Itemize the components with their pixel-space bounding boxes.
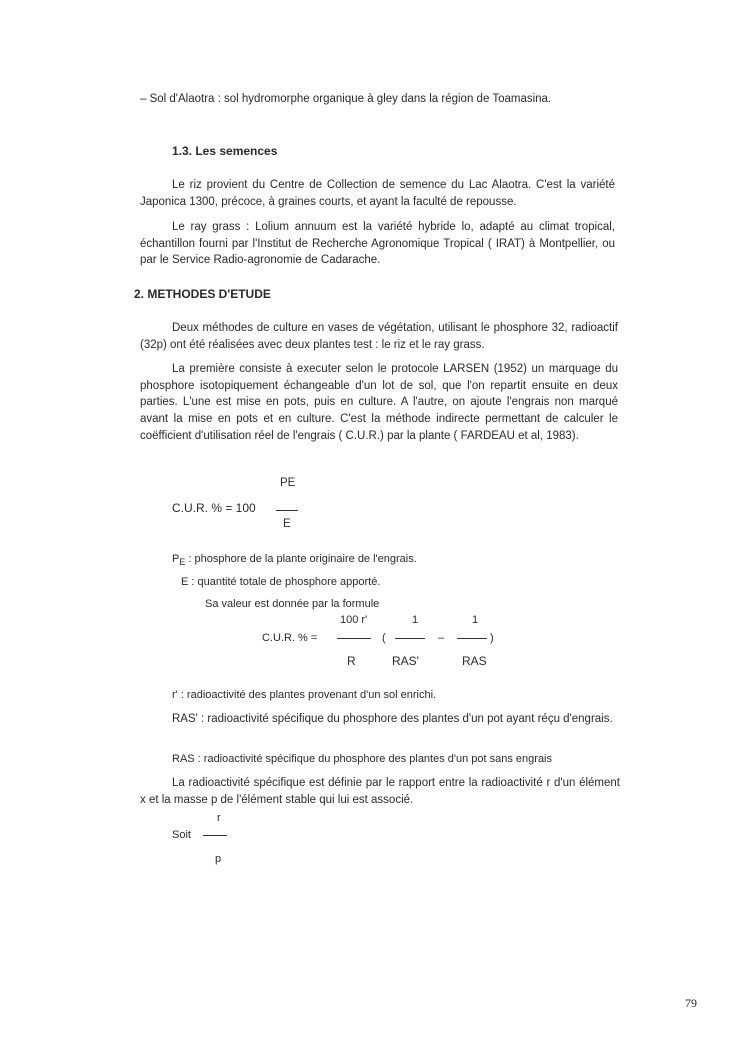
formula-2-main-bar [337,638,371,639]
formula-3-numerator: r [217,812,221,824]
formula-2-den-b: RAS [462,654,487,668]
methods-heading: 2. METHODES D'ETUDE [134,287,271,301]
pe-definition [172,552,417,569]
formula-3-lhs: Soit [172,829,191,841]
first-method-paragraph: La première consiste à executer selon le protocole LARSEN (1952) un marquage du phosphore isotopiquement échangeable d'un lot de sol, que l'on repartit ensuite en deux parties. L'une est mise en pots, puis en culture. A l'autre, on ajoute l'engrais non marqué avant la mise en pots et en culture. C'est la méthode indirecte permettant de calculer le coëfficient d'utilisation réel de l'engrais ( C.U.R.) par la plante ( FARDEAU et al, 1983). [140,363,618,442]
methods-intro-paragraph: Deux méthodes de culture en vases de végétation, utilisant le phosphore 32, radioactif (32p) ont été réalisées avec deux plantes test : le riz et le ray grass. [140,322,618,351]
formula-2-den-main: R [347,654,356,668]
ras-prime-definition: RAS' : radioactivité spécifique du phosphore des plantes d'un pot ayant réçu d'engrais. [172,713,613,725]
ray-grass-paragraph: Le ray grass : Lolium annuum est la variété hybride lo, adapté au climat tropical, échantillon fourni par l'Institut de Recherche Agronomique Tropical ( IRAT) à Montpellier, ou par le Service Radio-agronomie de Cadarache. [140,221,615,267]
formula-2-intro: Sa valeur est donnée par la formule [205,598,380,610]
formula-2-paren-close: ) [490,632,494,644]
formula-3-fraction-bar [203,835,227,836]
formula-1-fraction-bar [276,510,298,511]
rice-paragraph: Le riz provient du Centre de Collection de semence du Lac Alaotra. C'est la variété Japonica 1300, précoce, à graines courts, et ayant la faculté de repousse. [140,179,615,208]
formula-2-num-main: 100 r' [340,614,368,626]
pe-symbol: P [172,553,180,565]
formula-2-paren-open: ( [382,632,386,644]
formula-2-bar-a [395,638,425,639]
e-definition: E : quantité totale de phosphore apporté. [181,576,381,588]
pe-definition-text: : phosphore de la plante originaire de l'engrais. [188,553,417,565]
formula-2-den-a: RAS' [392,654,419,668]
r-prime-definition: r' : radioactivité des plantes provenant d'un sol enrichi. [172,689,437,701]
formula-2-lhs: C.U.R. % = [262,632,318,644]
formula-1-lhs: C.U.R. % = 100 [172,501,256,515]
soil-alaotra-item: – Sol d'Alaotra : sol hydromorphe organique à gley dans la région de Toamasina. [140,93,552,105]
pe-subscript: E [179,557,186,568]
formula-2-bar-b [457,638,487,639]
seeds-heading: 1.3. Les semences [172,144,278,158]
page-number: 79 [685,996,697,1010]
formula-3-denominator: p [215,853,222,865]
ras-definition: RAS : radioactivité spécifique du phosphore des plantes d'un pot sans engrais [172,753,553,765]
formula-2-minus: – [438,632,445,644]
formula-2-num-a: 1 [412,614,419,626]
formula-1-numerator: PE [280,477,296,489]
specific-radioactivity-paragraph: La radioactivité spécifique est définie par le rapport entre la radioactivité r d'un élément x et la masse p de l'élément stable qui lui est associé. [140,777,620,806]
formula-2-num-b: 1 [472,614,479,626]
formula-1-denominator: E [283,518,291,530]
